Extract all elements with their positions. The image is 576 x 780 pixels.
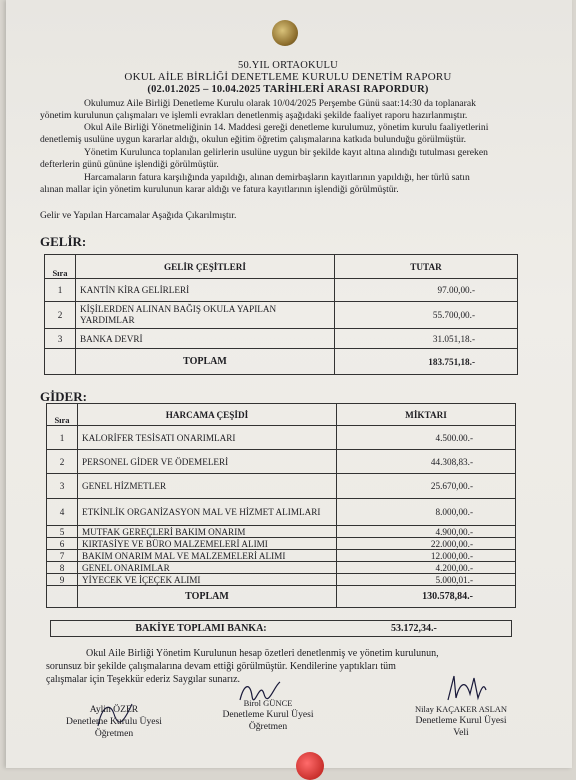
row-item: GENEL HİZMETLER (78, 474, 337, 499)
row-number: 1 (45, 279, 76, 302)
table-row (47, 562, 516, 574)
intro-paragraph-2b: denetlemiş usulüne uygun kararlar aldığı, okulun eğitim öğretim çalışmalarına katkıda bulunduğu görülmüştür. (40, 134, 467, 145)
expense-total-value: 130.578,84.- (337, 586, 516, 608)
expense-table-header (47, 404, 516, 426)
intro-paragraph-4a: Harcamaların fatura karşılığında yapıldığı, alınan demirbaşların kayıtlarının yapıldığı, her türlü satın (84, 172, 470, 183)
intro-paragraph-1b: yönetim kurulunun çalışmaları ve işlemli evrakları denetlenmiş aşağıdaki şekilde faaliyet raporu hazırlanmıştır. (40, 110, 468, 121)
closing-line-2: sorunsuz bir şekilde çalışmalarına devam ettiği görülmüştür. Kendilerine yaptıkları tüm (46, 661, 396, 672)
expense-total-label: TOPLAM (78, 586, 337, 608)
income-total-label: TOPLAM (76, 349, 335, 375)
signer-title: Veli (453, 727, 469, 738)
row-amount: 4.500.00.- (337, 426, 516, 450)
table-row (47, 474, 516, 499)
intro-paragraph-5: Gelir ve Yapılan Harcamalar Aşağıda Çıkarılmıştır. (40, 210, 237, 221)
row-amount: 22.000,00.- (337, 538, 516, 550)
intro-paragraph-2a: Okul Aile Birliği Yönetmeliğinin 14. Maddesi gereği denetleme kurulumuz, yönetim kurulu faaliyetlerini (84, 122, 489, 133)
row-item: ETKİNLİK ORGANİZASYON MAL VE HİZMET ALIMLARI (78, 499, 337, 526)
row-amount: 55.700,00.- (335, 302, 518, 329)
row-item: BAKIM ONARIM MAL VE MALZEMELERİ ALIMI (78, 550, 337, 562)
row-number: 2 (47, 450, 78, 474)
balance-label: BAKİYE TOPLAMI BANKA: (51, 621, 352, 637)
row-amount: 8.000,00.- (337, 499, 516, 526)
signature-block-2 (198, 697, 338, 733)
row-amount: 31.051,18.- (335, 329, 518, 349)
income-section-title: GELİR: (40, 234, 87, 249)
table-row (47, 426, 516, 450)
row-amount: 97.00,00.- (335, 279, 518, 302)
row-amount: 12.000,00.- (337, 550, 516, 562)
report-period: (02.01.2025 – 10.04.2025 TARİHLERİ ARASI RAPORDUR) (147, 84, 429, 95)
signature-block-1 (44, 704, 184, 740)
report-title: OKUL AİLE BİRLİĞİ DENETLEME KURULU DENETİM RAPORU (124, 71, 452, 83)
table-row (45, 302, 518, 329)
row-number: 6 (47, 538, 78, 550)
intro-paragraph-3b: defterlerin günü gününe işlendiği görülmüştür. (40, 159, 219, 170)
row-item: KANTİN KİRA GELİRLERİ (76, 279, 335, 302)
table-row (47, 526, 516, 538)
signer-name: Aylin ÖZER (89, 704, 139, 715)
balance-box (50, 620, 512, 637)
row-item: PERSONEL GİDER VE ÖDEMELERİ (78, 450, 337, 474)
row-amount: 4.900,00.- (337, 526, 516, 538)
row-item: GENEL ONARIMLAR (78, 562, 337, 574)
expense-table (46, 403, 516, 608)
signer-name: Birol GÜNCE (243, 698, 293, 708)
intro-paragraph-3a: Yönetim Kurulunca toplanılan gelirlerin usulüne uygun bir şekilde kayıt altına alındığı tutulması gereken (84, 147, 488, 158)
income-total-value: 183.751,18.- (335, 349, 518, 375)
school-name: 50.YIL ORTAOKULU (238, 60, 338, 71)
row-number: 1 (47, 426, 78, 450)
row-item: KİŞİLERDEN ALINAN BAĞIŞ OKULA YAPILAN YARDIMLAR (76, 302, 335, 329)
row-amount: 4.200,00.- (337, 562, 516, 574)
intro-paragraph-4b: alınan mallar için yönetim kurulunun karar aldığı ve fatura kayıtlarının işlendiği görülmüştür. (40, 184, 399, 195)
signer-title: Öğretmen (248, 721, 288, 732)
row-item: BANKA DEVRİ (76, 329, 335, 349)
row-number: 3 (47, 474, 78, 499)
table-row (47, 538, 516, 550)
signer-name: Nilay KAÇAKER ASLAN (414, 704, 508, 714)
signer-role: Denetleme Kurul Üyesi (222, 709, 314, 720)
row-number: 2 (45, 302, 76, 329)
income-table (44, 254, 518, 375)
income-col-amount: TUTAR (335, 255, 518, 279)
expense-col-item: HARCAMA ÇEŞİDİ (78, 404, 337, 426)
balance-value: 53.172,34.- (351, 621, 512, 637)
row-amount: 44.308,83.- (337, 450, 516, 474)
row-number: 9 (47, 574, 78, 586)
row-item: MUTFAK GEREÇLERİ BAKIM ONARIM (78, 526, 337, 538)
table-row (45, 329, 518, 349)
row-number: 5 (47, 526, 78, 538)
signature-block-3 (388, 703, 534, 739)
row-number: 3 (45, 329, 76, 349)
row-item: KIRTASİYE VE BÜRO MALZEMELERİ ALIMI (78, 538, 337, 550)
closing-line-1: Okul Aile Birliği Yönetim Kurulunun hesap özetleri denetlenmiş ve yönetim kurulunun, (86, 648, 439, 659)
income-col-sira: Sıra (45, 255, 76, 279)
expense-col-amount: MİKTARI (337, 404, 516, 426)
income-col-item: GELİR ÇEŞİTLERİ (76, 255, 335, 279)
table-row (47, 499, 516, 526)
table-row (47, 550, 516, 562)
expense-col-sira: Sıra (47, 404, 78, 426)
row-number: 4 (47, 499, 78, 526)
signature-scribble-nilay (444, 672, 490, 706)
intro-paragraph-1a: Okulumuz Aile Birliği Denetleme Kurulu olarak 10/04/2025 Perşembe Günü saat:14:30 da toplanarak (84, 98, 476, 109)
row-amount: 5.000,01.- (337, 574, 516, 586)
table-row (47, 574, 516, 586)
row-item: YİYECEK VE İÇEÇEK ALIMI (78, 574, 337, 586)
table-row (47, 450, 516, 474)
expense-section-title: GİDER: (40, 389, 87, 404)
thumbtack-icon (272, 20, 298, 46)
signer-title: Öğretmen (94, 728, 134, 739)
expense-total-row (47, 586, 516, 608)
income-total-row (45, 349, 518, 375)
signer-role: Denetleme Kurulu Üyesi (66, 716, 162, 727)
table-row (45, 279, 518, 302)
signer-role: Denetleme Kurul Üyesi (415, 715, 507, 726)
income-table-header (45, 255, 518, 279)
row-number: 7 (47, 550, 78, 562)
red-pin-icon (296, 752, 324, 780)
row-number: 8 (47, 562, 78, 574)
closing-line-3: çalışmalar için Teşekkür ederiz Saygılar sunarız. (46, 674, 241, 685)
row-item: KALORİFER TESİSATI ONARIMLARI (78, 426, 337, 450)
row-amount: 25.670,00.- (337, 474, 516, 499)
